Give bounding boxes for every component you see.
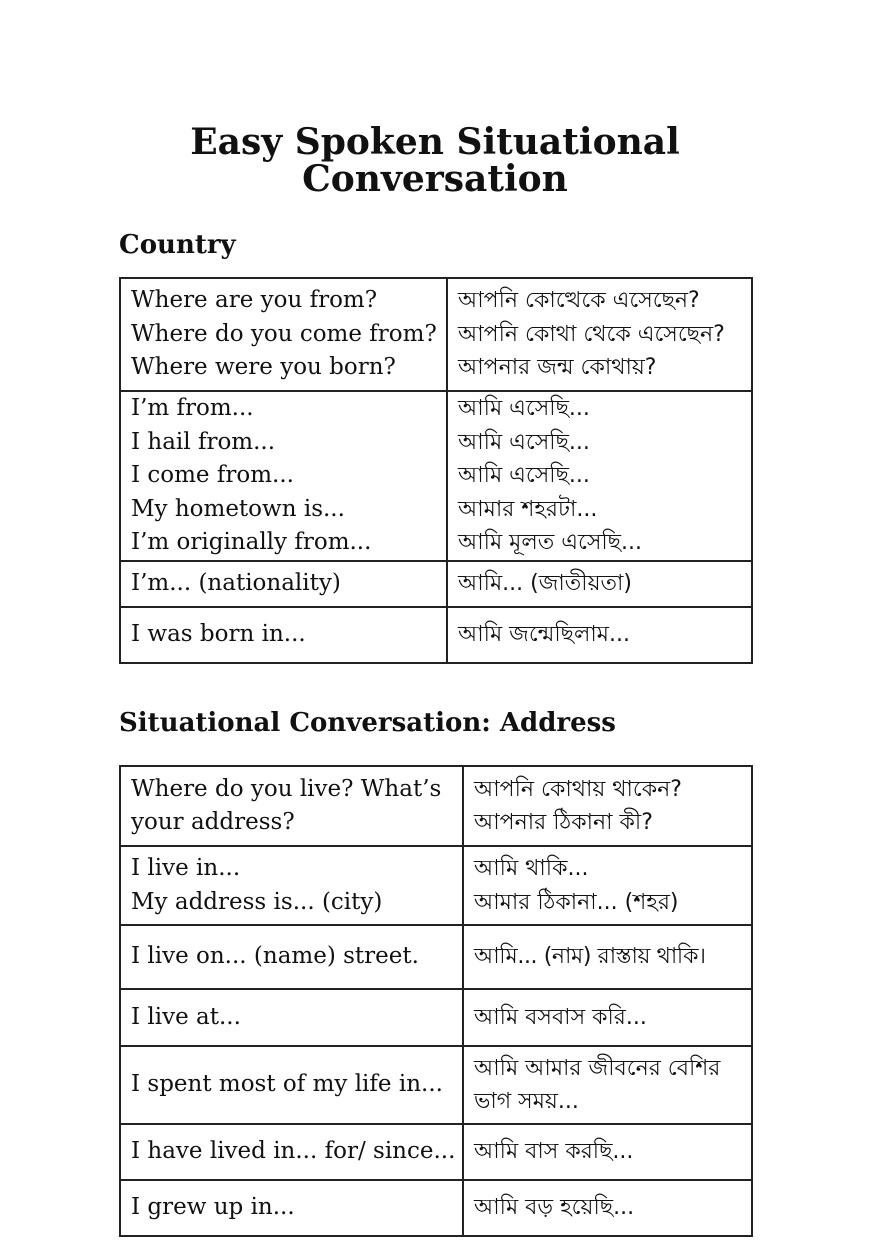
table-row: [120, 391, 752, 561]
english-cell: [120, 989, 463, 1046]
bengali-phrase: ভাগ সময়...: [474, 1089, 579, 1114]
bengali-cell: [463, 766, 752, 846]
bengali-phrase: আপনি কোত্থেকে এসেছেন?: [458, 288, 700, 314]
bengali-phrase: আমার ঠিকানা... (শহর): [474, 889, 679, 915]
bengali-phrase: আমি বসবাস করি...: [474, 1004, 647, 1030]
english-cell: [120, 925, 463, 989]
bengali-phrase: আমার শহরটা...: [458, 496, 598, 522]
bengali-phrase: আমি বড় হয়েছি...: [474, 1195, 635, 1221]
bengali-phrase: আমি আমার জীবনের বেশির: [474, 1055, 721, 1081]
bengali-phrase: আপনার জন্ম কোথায়?: [458, 355, 657, 381]
bengali-cell: [447, 607, 752, 663]
english-phrase: I was born in...: [131, 621, 306, 648]
bengali-phrase: আমি এসেছি...: [458, 429, 590, 455]
english-phrase: I’m... (nationality): [131, 570, 341, 597]
table-row: [120, 989, 752, 1046]
english-phrase: I have lived in... for/ since...: [131, 1138, 456, 1165]
page-title-line: Conversation: [302, 158, 568, 200]
bengali-cell: [447, 391, 752, 561]
english-cell: [120, 766, 463, 846]
english-phrase: I’m from...: [131, 395, 254, 422]
bengali-cell: [463, 925, 752, 989]
english-cell: [120, 846, 463, 925]
english-phrase: Where do you come from?: [131, 320, 437, 347]
bengali-phrase: আমি জন্মেছিলাম...: [458, 622, 630, 648]
english-cell: [120, 607, 447, 663]
english-phrase: I live in...: [131, 855, 241, 881]
table-row: [120, 278, 752, 391]
table-row: [120, 1046, 752, 1124]
bengali-phrase: আপনার ঠিকানা কী?: [474, 810, 653, 835]
bengali-cell: [463, 1180, 752, 1236]
country-phrase-table: [119, 277, 753, 664]
english-phrase: I come from...: [131, 462, 294, 489]
english-phrase: I grew up in...: [131, 1194, 295, 1221]
english-cell: [120, 391, 447, 561]
english-phrase: I hail from...: [131, 428, 276, 455]
bengali-cell: [463, 989, 752, 1046]
bengali-phrase: আমি থাকি...: [474, 856, 589, 881]
page-title: [0, 121, 870, 200]
section-heading-country: Country: [119, 230, 236, 260]
table-row: [120, 1124, 752, 1180]
english-phrase: your address?: [131, 809, 295, 835]
table-row: [120, 1180, 752, 1236]
address-phrase-table: [119, 765, 753, 1237]
english-phrase: My hometown is...: [131, 495, 345, 522]
english-phrase: Where do you live? What’s: [131, 775, 442, 802]
table-row: [120, 925, 752, 989]
table-row: [120, 846, 752, 925]
english-cell: [120, 561, 447, 607]
bengali-cell: [463, 1046, 752, 1124]
bengali-phrase: আমি... (নাম) রাস্তায় থাকি।: [474, 944, 706, 970]
english-cell: [120, 1124, 463, 1180]
bengali-cell: [447, 561, 752, 607]
english-phrase: I live at...: [131, 1003, 241, 1030]
table-row: [120, 561, 752, 607]
bengali-phrase: আমি এসেছি...: [458, 463, 590, 489]
english-phrase: My address is... (city): [131, 888, 383, 915]
english-cell: [120, 1046, 463, 1124]
bengali-phrase: আমি এসেছি...: [458, 396, 590, 422]
page-title-line: Easy Spoken Situational: [190, 121, 680, 163]
table-row: [120, 766, 752, 846]
bengali-phrase: আমি মূলত এসেছি...: [458, 530, 642, 556]
table-row: [120, 607, 752, 663]
english-phrase: Where were you born?: [131, 354, 396, 381]
english-cell: [120, 1180, 463, 1236]
bengali-phrase: আমি... (জাতীয়তা): [458, 571, 633, 597]
bengali-phrase: আমি বাস করছি...: [474, 1139, 634, 1165]
bengali-cell: [463, 846, 752, 925]
bengali-phrase: আপনি কোথা থেকে এসেছেন?: [458, 321, 725, 347]
bengali-phrase: আপনি কোথায় থাকেন?: [474, 776, 682, 802]
english-phrase: I spent most of my life in...: [131, 1071, 443, 1098]
english-phrase: I’m originally from...: [131, 529, 372, 556]
bengali-cell: [463, 1124, 752, 1180]
english-cell: [120, 278, 447, 391]
english-phrase: Where are you from?: [131, 287, 378, 314]
english-phrase: I live on... (name) street.: [131, 943, 419, 970]
bengali-cell: [447, 278, 752, 391]
section-heading-address: Situational Conversation: Address: [119, 708, 616, 738]
